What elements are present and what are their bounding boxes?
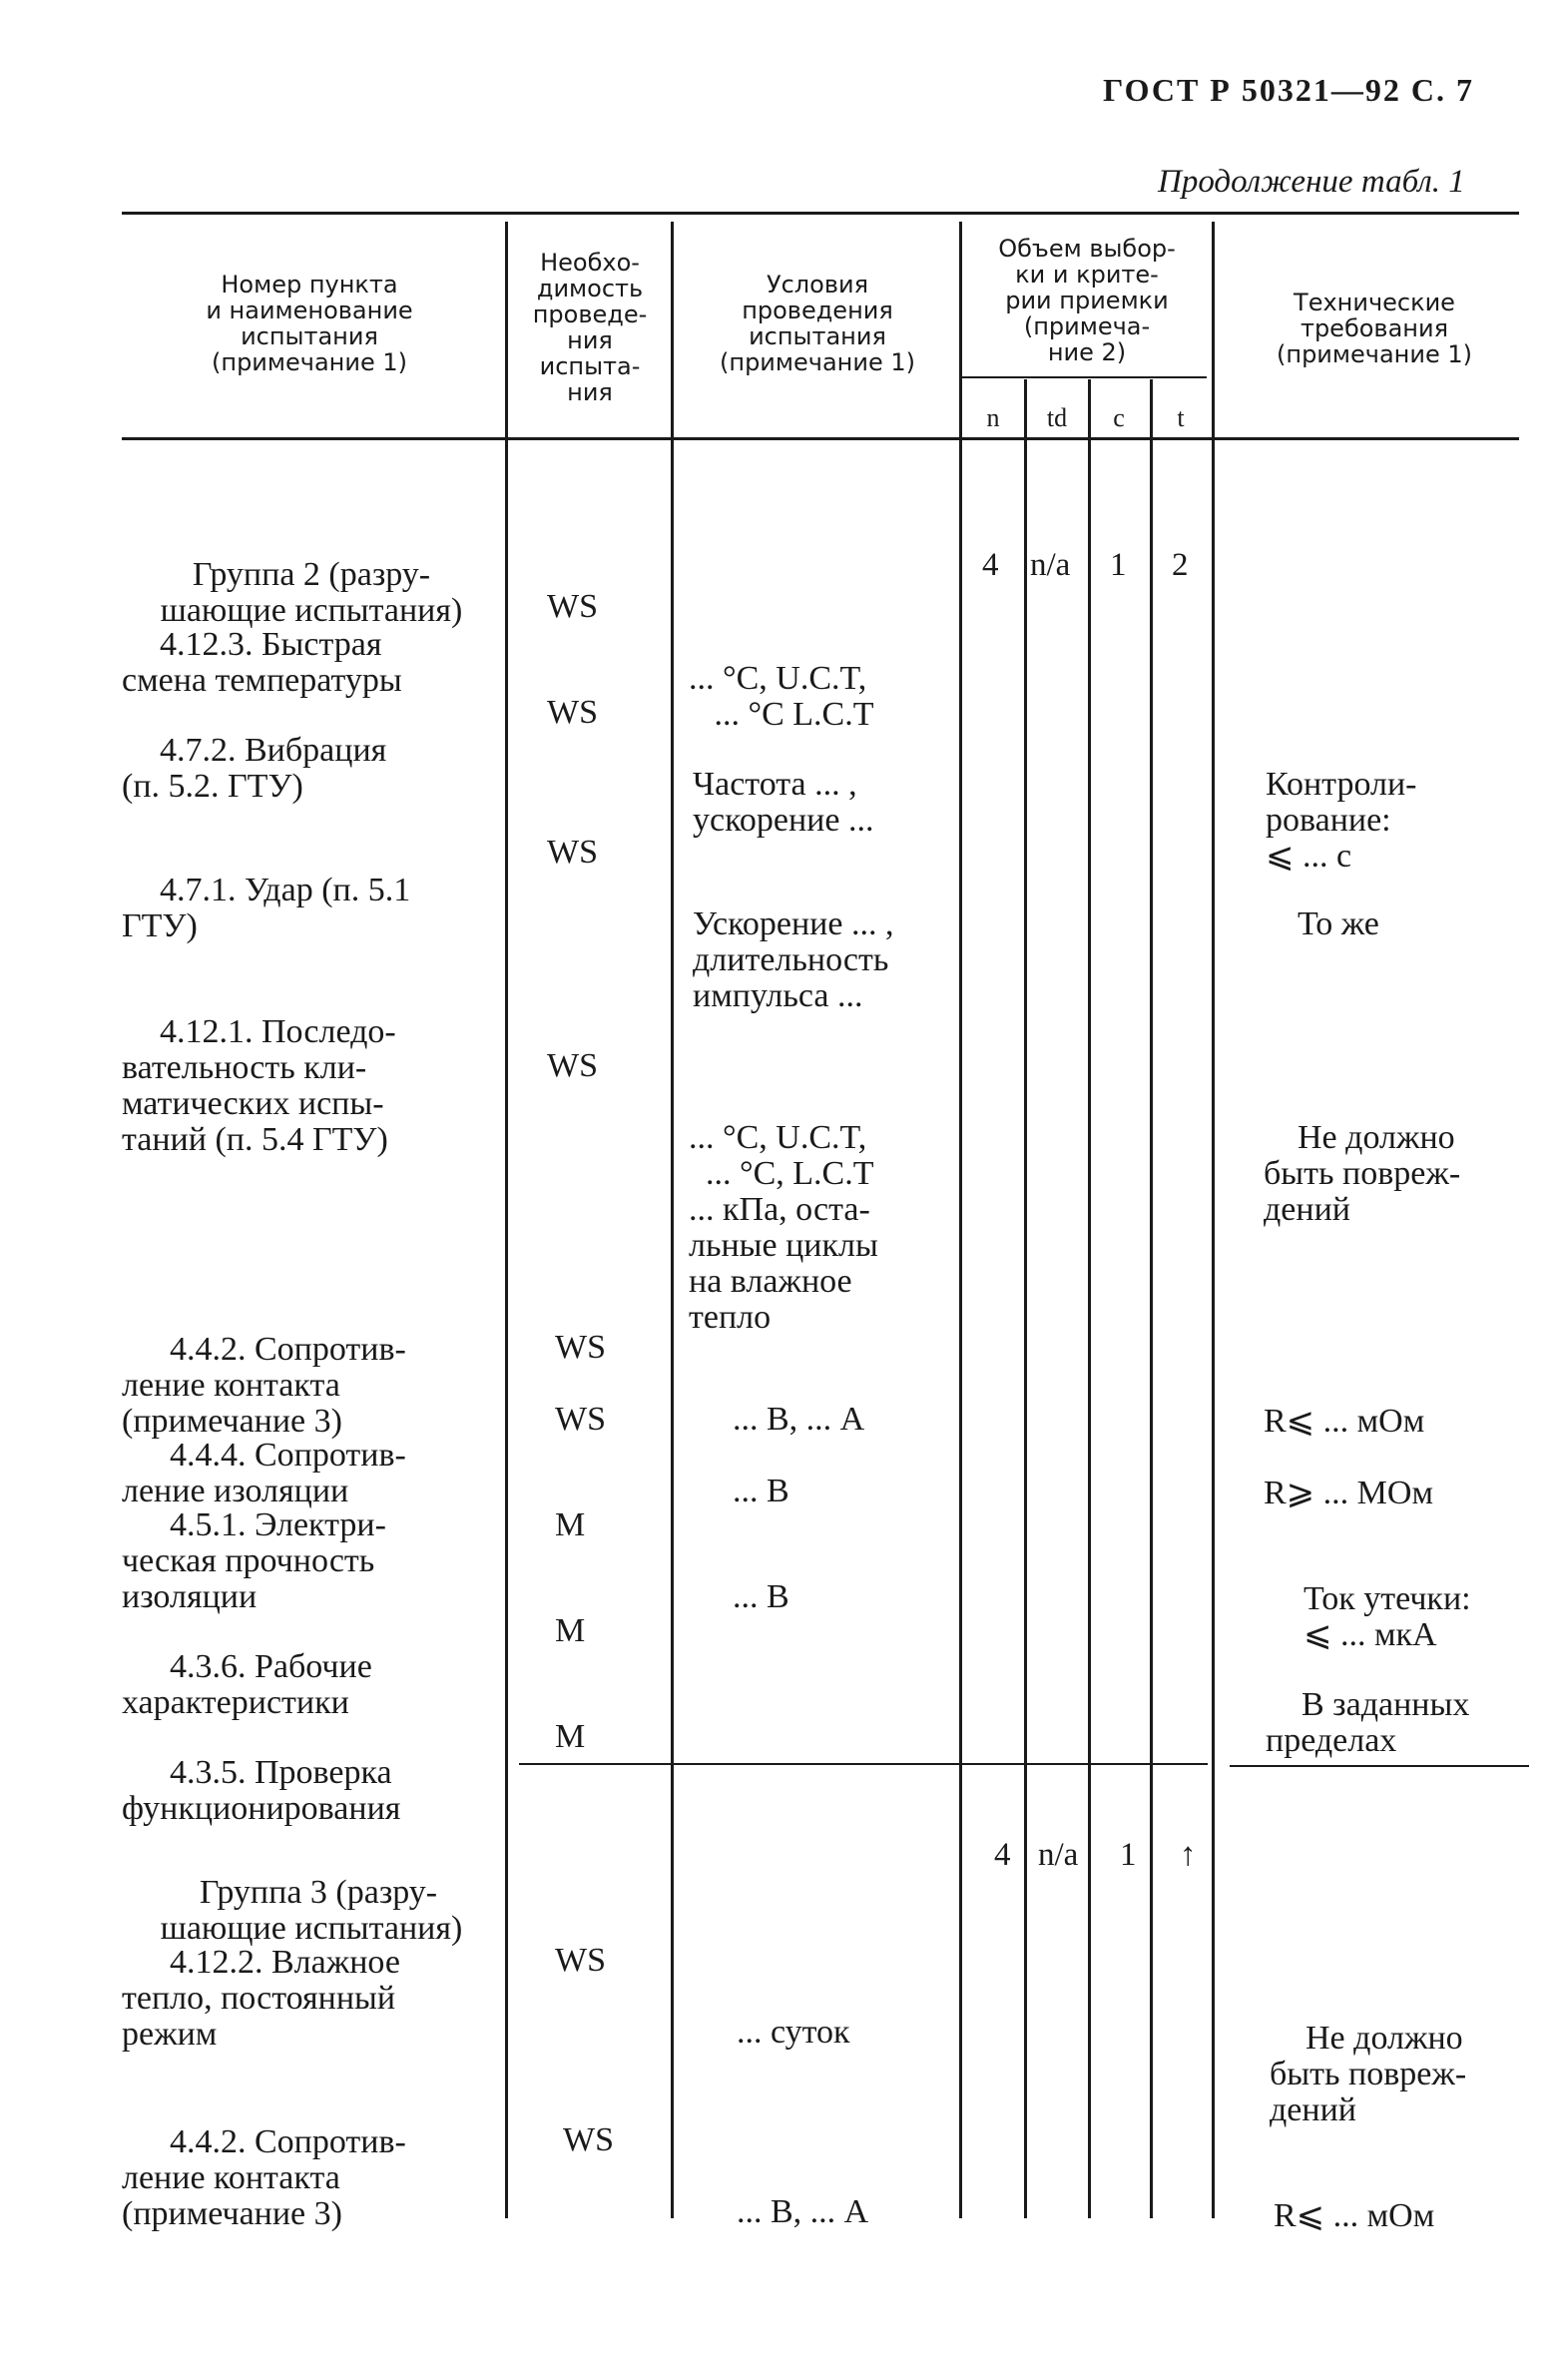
header-t: t: [1177, 403, 1185, 432]
table-row-item: 4.4.4. Сопротив- ление изоляции: [122, 1437, 406, 1509]
header-n: n: [986, 403, 1000, 432]
group2-title: Группа 2 (разру- шающие испытания): [160, 556, 463, 629]
group3-title: Группа 3 (разру- шающие испытания): [160, 1874, 463, 1947]
table-row-necessity: WS: [555, 1329, 606, 1366]
group2-t: 2: [1172, 547, 1189, 583]
group-divider-rule-left: [519, 1763, 1208, 1765]
col-divider-1: [505, 222, 508, 2218]
header-td: td: [1046, 403, 1068, 432]
header-conditions: Условия проведения испытания (примечание 1): [720, 271, 915, 376]
table-row-necessity: WS: [547, 834, 598, 871]
table-row-necessity: WS: [555, 1401, 606, 1438]
top-rule: [122, 212, 1519, 215]
table-row-conditions: ... В: [733, 1473, 789, 1509]
table-row-item: 4.12.2. Влажное тепло, постоянный режим: [122, 1944, 400, 2053]
group3-c: 1: [1120, 1837, 1137, 1873]
table-row-conditions: ... В, ... А: [737, 2193, 869, 2230]
table-row-requirements: Ток утечки: ⩽ ... мкА: [1303, 1580, 1471, 1653]
table-row-requirements: R⩽ ... мОм: [1274, 2197, 1435, 2234]
header-item: Номер пункта и наименование испытания (примечание 1): [206, 271, 413, 376]
col-divider-td: [1088, 379, 1091, 2218]
table-row-item: 4.4.2. Сопротив- ление контакта (примечание 3): [122, 2123, 406, 2232]
table-row-requirements: R⩽ ... мОм: [1264, 1403, 1425, 1440]
table-row-conditions: Ускорение ... , длительность импульса ...: [693, 905, 894, 1014]
table-row-requirements: В заданных пределах: [1266, 1686, 1470, 1759]
table-row-necessity: M: [555, 1506, 586, 1543]
table-row-conditions: ... °C, U.C.T, ... °C, L.C.T ... кПа, оста- льные циклы на влажное тепло: [689, 1119, 878, 1336]
table-row-item: 4.7.2. Вибрация (п. 5.2. ГТУ): [122, 732, 387, 805]
table-row-requirements: Контроли- рование: ⩽ ... с: [1266, 766, 1417, 875]
table-continuation-label: Продолжение табл. 1: [1158, 164, 1465, 200]
col-divider-n: [1024, 379, 1027, 2218]
table-row-item: 4.4.2. Сопротив- ление контакта (примечание 3): [122, 1331, 406, 1440]
header-sample: Объем выбор- ки и крите- рии приемки (примеча- ние 2): [998, 235, 1176, 366]
table-row-necessity: WS: [555, 1942, 606, 1979]
col-divider-2: [671, 222, 674, 2218]
table-row-necessity: M: [555, 1718, 586, 1755]
table-row-requirements: Не должно быть повреж- дений: [1264, 1119, 1461, 1228]
table-row-item: 4.12.3. Быстрая смена температуры: [122, 626, 402, 699]
table-row-necessity: WS: [563, 2121, 614, 2158]
table-row-item: 4.3.5. Проверка функционирования: [122, 1754, 401, 1827]
table-row-item: 4.5.1. Электри- ческая прочность изоляции: [122, 1506, 386, 1615]
table-row-necessity: M: [555, 1612, 586, 1649]
table-row-necessity: WS: [547, 694, 598, 731]
group2-c: 1: [1110, 547, 1127, 583]
table-row-conditions: ... В, ... А: [733, 1401, 865, 1438]
sample-subheader-rule: [961, 376, 1207, 378]
group3-td: n/a: [1038, 1837, 1079, 1873]
table-row-conditions: ... суток: [737, 2014, 850, 2051]
table-row-necessity: WS: [547, 588, 598, 625]
table-row-requirements: Не должно быть повреж- дений: [1270, 2020, 1467, 2128]
table-row-necessity: WS: [547, 1047, 598, 1084]
header-bottom-rule: [122, 437, 1519, 440]
col-divider-3: [959, 222, 962, 2218]
table-row-item: 4.7.1. Удар (п. 5.1 ГТУ): [122, 872, 411, 944]
header-necessity: Необхо- димость проведе- ния испыта- ния: [532, 249, 648, 406]
table-row-conditions: Частота ... , ускорение ...: [693, 766, 874, 839]
table-row-requirements: R⩾ ... МОм: [1264, 1475, 1433, 1511]
group2-n: 4: [982, 547, 999, 583]
page-header: ГОСТ Р 50321—92 С. 7: [1103, 72, 1474, 108]
header-requirements: Технические требования (примечание 1): [1277, 289, 1472, 368]
table-row-item: 4.3.6. Рабочие характеристики: [122, 1648, 372, 1721]
group2-td: n/a: [1030, 547, 1071, 583]
group3-n: 4: [994, 1837, 1011, 1873]
col-divider-4: [1212, 222, 1215, 2218]
header-c: c: [1113, 403, 1125, 432]
table-row-requirements: То же: [1298, 905, 1379, 942]
table-row-item: 4.12.1. Последо- вательность кли- матических испы- таний (п. 5.4 ГТУ): [122, 1013, 396, 1158]
table-row-conditions: ... В: [733, 1578, 789, 1615]
table-row-conditions: ... °C, U.C.T, ... °C L.C.T: [689, 660, 874, 733]
col-divider-c: [1150, 379, 1153, 2218]
group3-t: ↑: [1180, 1837, 1197, 1873]
